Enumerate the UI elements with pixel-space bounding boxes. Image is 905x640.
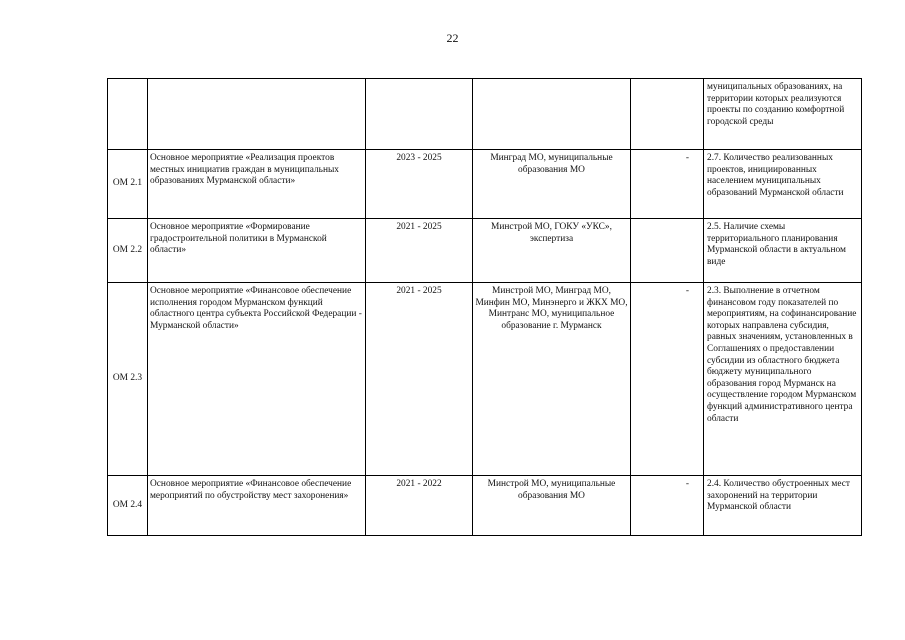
activity-result-cell: 2.7. Количество реализованных проектов, инициированных населением муниципальных образований Мурманской области xyxy=(704,150,862,219)
activity-dash-cell xyxy=(631,219,704,283)
activity-name-cell: Основное мероприятие «Финансовое обеспечение мероприятий по обустройству мест захоронения» xyxy=(148,476,366,536)
activity-result-cell: муниципальных образованиях, на территории которых реализуются проекты по созданию комфортной городской среды xyxy=(704,79,862,150)
activity-years-cell: 2021 - 2022 xyxy=(366,476,473,536)
activity-name-cell: Основное мероприятие «Финансовое обеспечение исполнения городом Мурманском функций областного центра субъекта Российской Федерации - Мурманской области» xyxy=(148,283,366,476)
table-row xyxy=(108,150,862,219)
activity-code-cell: ОМ 2.3 xyxy=(108,283,148,476)
activity-dash-cell xyxy=(631,79,704,150)
activity-years-cell: 2023 - 2025 xyxy=(366,150,473,219)
activity-result-cell: 2.4. Количество обустроенных мест захоронений на территории Мурманской области xyxy=(704,476,862,536)
page-number: 22 xyxy=(446,31,459,45)
table-row xyxy=(108,283,862,476)
activity-code-cell: ОМ 2.4 xyxy=(108,476,148,536)
activity-result-cell: 2.5. Наличие схемы территориального планирования Мурманской области в актуальном виде xyxy=(704,219,862,283)
activity-code-cell: ОМ 2.1 xyxy=(108,150,148,219)
activity-executors-cell: Минстрой МО, муниципальные образования МО xyxy=(473,476,631,536)
activity-name-cell xyxy=(148,79,366,150)
activity-name-cell: Основное мероприятие «Формирование градостроительной политики в Мурманской области» xyxy=(148,219,366,283)
activity-code-cell xyxy=(108,79,148,150)
activity-years-cell: 2021 - 2025 xyxy=(366,219,473,283)
activity-executors-cell: Минград МО, муниципальные образования МО xyxy=(473,150,631,219)
activity-name-cell: Основное мероприятие «Реализация проектов местных инициатив граждан в муниципальных образованиях Мурманской области» xyxy=(148,150,366,219)
activity-dash-cell: - xyxy=(631,150,704,219)
activity-dash-cell: - xyxy=(631,476,704,536)
table-row xyxy=(108,79,862,150)
activity-dash-cell: - xyxy=(631,283,704,476)
activity-result-cell: 2.3. Выполнение в отчетном финансовом году показателей по мероприятиям, на софинансирование которых направлена субсидия, равных значениям, установленных в Соглашениях о предоставлении субсидии из областного бюджета бюджету муниципального образования город Мурманск на осуществление городом Мурманском функций административного центра области xyxy=(704,283,862,476)
activity-executors-cell: Минстрой МО, Минград МО, Минфин МО, Минэнерго и ЖКХ МО, Минтранс МО, муниципальное образование г. Мурманск xyxy=(473,283,631,476)
table-row xyxy=(108,476,862,536)
activities-table xyxy=(107,78,862,536)
activity-code-cell: ОМ 2.2 xyxy=(108,219,148,283)
activity-years-cell: 2021 - 2025 xyxy=(366,283,473,476)
activity-executors-cell xyxy=(473,79,631,150)
activity-years-cell xyxy=(366,79,473,150)
activity-executors-cell: Минстрой МО, ГОКУ «УКС», экспертиза xyxy=(473,219,631,283)
table-row xyxy=(108,219,862,283)
